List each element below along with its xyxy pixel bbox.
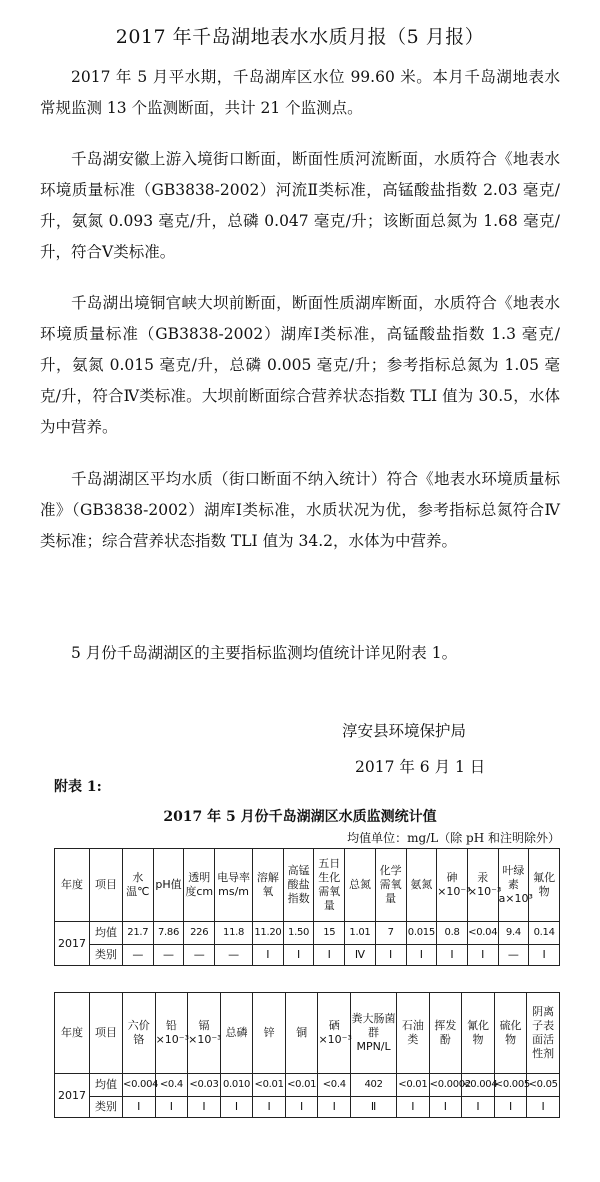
signature-date: 2017 年 6 月 1 日 [355,758,486,776]
class-value: Ⅰ [397,1097,430,1118]
class-value: Ⅰ [220,1097,253,1118]
mean-value: 0.010 [220,1074,253,1097]
column-header: 氰化物 [462,993,495,1074]
class-value: Ⅰ [285,1097,318,1118]
item-header: 项目 [90,849,123,922]
year-header: 年度 [55,993,90,1074]
column-header: 阴离子表面活性剂 [527,993,560,1074]
annex-label: 附表 1: [54,779,102,795]
mean-value: 21.7 [123,922,154,945]
mean-value: <0.05 [527,1074,560,1097]
stats-table-1 [54,848,560,966]
table-title: 2017 年 5 月份千岛湖湖区水质监测统计值 [163,809,437,825]
paragraph-dam-section: 千岛湖出境铜官峡大坝前断面，断面性质湖库断面，水质符合《地表水环境质量标准（GB3838-2002）湖库Ⅰ类标准，高锰酸盐指数 1.3 毫克/升，氨氮 0.015 毫克/升，总磷 0.005 毫克/升；参考指标总氮为 1.05 毫克/升，符合Ⅳ类标准。大坝前断面综合营养状态指数 TLI 值为 30.5，水体为中营养。 [40,294,560,436]
mean-value: <0.03 [188,1074,221,1097]
item-header: 项目 [90,993,123,1074]
class-label: 类别 [90,945,123,966]
class-value: Ⅰ [155,1097,188,1118]
class-value: Ⅰ [494,1097,527,1118]
paragraph-annex-note: 5 月份千岛湖湖区的主要指标监测均值统计详见附表 1。 [71,644,458,662]
class-value: Ⅰ [406,945,437,966]
column-header: 叶绿素a×10³ [498,849,529,922]
column-header: 水温℃ [123,849,154,922]
column-header: 溶解氧 [253,849,284,922]
paragraph-lake-average: 千岛湖湖区平均水质（街口断面不纳入统计）符合《地表水环境质量标准》（GB3838-2002）湖库Ⅰ类标准，水质状况为优，参考指标总氮符合Ⅳ类标准；综合营养状态指数 TLI 值为 34.2，水体为中营养。 [40,470,560,550]
class-value: Ⅰ [437,945,468,966]
column-header: 镉×10⁻³ [188,993,221,1074]
column-header: 锌 [253,993,286,1074]
class-value: Ⅰ [253,945,284,966]
column-header: 总氮 [345,849,376,922]
mean-value: <0.4 [155,1074,188,1097]
mean-value: <0.4 [318,1074,351,1097]
mean-value: 1.01 [345,922,376,945]
column-header: 汞×10⁻³ [467,849,498,922]
class-value: Ⅰ [188,1097,221,1118]
class-value: Ⅰ [529,945,560,966]
class-value: Ⅰ [253,1097,286,1118]
column-header: 氨氮 [406,849,437,922]
class-label: 类别 [90,1097,123,1118]
mean-value: <0.0002 [429,1074,462,1097]
paragraph-water-level: 2017 年 5 月平水期，千岛湖库区水位 99.60 米。本月千岛湖地表水常规监测 13 个监测断面，共计 21 个监测点。 [40,68,560,117]
class-value: — [215,945,253,966]
class-value: Ⅰ [283,945,314,966]
class-value: Ⅰ [527,1097,560,1118]
mean-value: 0.015 [406,922,437,945]
column-header: 铅×10⁻³ [155,993,188,1074]
column-header: 挥发酚 [429,993,462,1074]
class-value: Ⅰ [429,1097,462,1118]
column-header: 高锰酸盐指数 [283,849,314,922]
column-header: 硫化物 [494,993,527,1074]
mean-value: <0.004 [123,1074,156,1097]
mean-value: <0.01 [253,1074,286,1097]
mean-value: 402 [351,1074,397,1097]
column-header: 六价铬 [123,993,156,1074]
column-header: 化学需氧量 [375,849,406,922]
column-header: 电导率ms/m [215,849,253,922]
class-value: Ⅰ [462,1097,495,1118]
class-value: — [498,945,529,966]
report-title: 2017 年千岛湖地表水水质月报（5 月报） [115,26,485,48]
mean-value: 7 [375,922,406,945]
signature-org: 淳安县环境保护局 [342,722,467,740]
mean-row [55,1074,560,1097]
column-header: 硒×10⁻³ [318,993,351,1074]
mean-label: 均值 [90,1074,123,1097]
table-header-row [55,993,560,1074]
mean-value: <0.005 [494,1074,527,1097]
class-value: Ⅱ [351,1097,397,1118]
year-header: 年度 [55,849,90,922]
paragraph-jiekou-section: 千岛湖安徽上游入境街口断面，断面性质河流断面，水质符合《地表水环境质量标准（GB3838-2002）河流Ⅱ类标准，高锰酸盐指数 2.03 毫克/升，氨氮 0.093 毫克/升，总磷 0.047 毫克/升；该断面总氮为 1.68 毫克/升，符合Ⅴ类标准。 [40,150,560,261]
column-header: 总磷 [220,993,253,1074]
class-value: — [123,945,154,966]
column-header: 粪大肠菌群MPN/L [351,993,397,1074]
class-value: Ⅰ [123,1097,156,1118]
class-value: — [184,945,215,966]
column-header: 透明度cm [184,849,215,922]
table-header-row [55,849,560,922]
mean-value: 1.50 [283,922,314,945]
mean-value: <0.01 [397,1074,430,1097]
stats-table-2 [54,992,560,1118]
class-row [55,1097,560,1118]
mean-row [55,922,560,945]
mean-label: 均值 [90,922,123,945]
mean-value: 9.4 [498,922,529,945]
column-header: 五日生化需氧量 [314,849,345,922]
mean-value: <0.004 [462,1074,495,1097]
class-row [55,945,560,966]
mean-value: <0.01 [285,1074,318,1097]
class-value: Ⅳ [345,945,376,966]
column-header: 砷×10⁻³ [437,849,468,922]
class-value: Ⅰ [467,945,498,966]
mean-value: 11.8 [215,922,253,945]
class-value: Ⅰ [314,945,345,966]
mean-value: 7.86 [153,922,184,945]
mean-value: 15 [314,922,345,945]
year-cell: 2017 [55,922,90,966]
mean-value: 0.8 [437,922,468,945]
class-value: Ⅰ [375,945,406,966]
mean-value: 226 [184,922,215,945]
column-header: 氟化物 [529,849,560,922]
mean-value: 11.20 [253,922,284,945]
class-value: — [153,945,184,966]
class-value: Ⅰ [318,1097,351,1118]
column-header: 石油类 [397,993,430,1074]
mean-value: <0.04 [467,922,498,945]
column-header: 铜 [285,993,318,1074]
column-header: pH值 [153,849,184,922]
year-cell: 2017 [55,1074,90,1118]
unit-note: 均值单位：mg/L（除 pH 和注明除外） [347,831,560,845]
mean-value: 0.14 [529,922,560,945]
